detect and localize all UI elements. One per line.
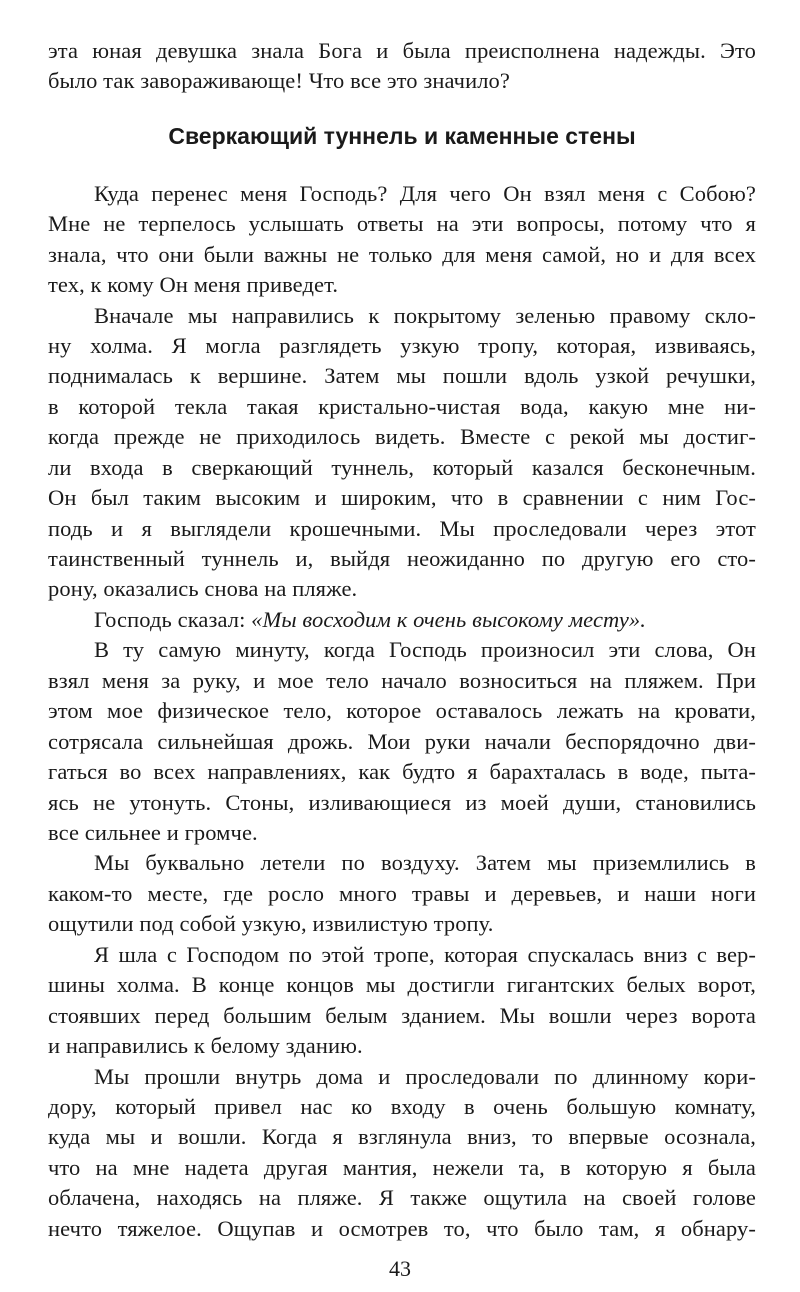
text-line [94,605,756,635]
text-line: в которой текла такая кристально-чистая вода, какую мне ни- [48,394,756,419]
text-line: ли входа в сверкающий туннель, который казался бесконечным. [48,455,756,480]
text-line: ощутили под собой узкую, извилистую тропу. [48,911,494,936]
text-line: сотрясала сильнейшая дрожь. Мои руки начали беспорядочно дви- [48,729,756,754]
quotation: «Мы восходим к очень высокому месту». [251,607,646,632]
text-line: ну холма. Я могла разглядеть узкую тропу, которая, извиваясь, [48,333,756,358]
text-line: нечто тяжелое. Ощупав и осмотрев то, что было там, я обнару- [48,1216,756,1241]
text-line: Он был таким высоким и широким, что в сравнении с ним Гос- [48,485,756,510]
text-line: Я шла с Господом по этой тропе, которая спускалась вниз с вер- [94,942,756,967]
text-line: Мы прошли внутрь дома и проследовали по длинному кори- [94,1064,756,1089]
text-line: куда мы и вошли. Когда я взглянула вниз, то впервые осознала, [48,1124,756,1149]
text-line: было так завораживающе! Что все это значило? [48,68,510,93]
text-line: Куда перенес меня Господь? Для чего Он взял меня с Собою? [94,181,756,206]
text-line: Мне не терпелось услышать ответы на эти вопросы, потому что я [48,211,756,236]
text-line: В ту самую минуту, когда Господь произносил эти слова, Он [94,637,756,662]
text-line: знала, что они были важны не только для меня самой, но и для всех [48,242,756,267]
text-line: тех, к кому Он меня приведет. [48,272,339,297]
section-heading: Сверкающий туннель и каменные стены [168,123,636,149]
text-line: дору, который привел нас ко входу в очень большую комнату, [48,1094,756,1119]
text-line: этом мое физическое тело, которое оставалось лежать на кровати, [48,698,756,723]
text-line: стоявших перед большим белым зданием. Мы вошли через ворота [48,1003,756,1028]
speaker-intro: Господь сказал: [94,607,246,632]
text-line: и направились к белому зданию. [48,1033,363,1058]
text-line: каком-то месте, где росло много травы и деревьев, и наши ноги [48,881,756,906]
text-line: рону, оказались снова на пляже. [48,576,358,601]
text-line: гаться во всех направлениях, как будто я барахталась в воде, пыта- [48,759,756,784]
text-line: Вначале мы направились к покрытому зеленью правому скло- [94,303,756,328]
text-line: облачена, находясь на пляже. Я также ощутила на своей голове [48,1185,756,1210]
text-line: взял меня за руку, и мое тело начало возноситься на пляжем. При [48,668,756,693]
text-line: когда прежде не приходилось видеть. Вместе с рекой мы достиг- [48,424,756,449]
page-number: 43 [389,1256,411,1281]
text-line: Мы буквально летели по воздуху. Затем мы приземлились в [94,850,756,875]
text-line: все сильнее и громче. [48,820,258,845]
text-line: шины холма. В конце концов мы достигли гигантских белых ворот, [48,972,756,997]
text-line: поднималась к вершине. Затем мы пошли вдоль узкой речушки, [48,363,756,388]
text-line: что на мне надета другая мантия, нежели та, в которую я была [48,1155,756,1180]
text-line: ясь не утонуть. Стоны, изливающиеся из моей души, становились [48,790,756,815]
text-line: таинственный туннель и, выйдя неожиданно по другую его сто- [48,546,756,571]
text-line: подь и я выглядели крошечными. Мы проследовали через этот [48,516,756,541]
text-line: эта юная девушка знала Бога и была преисполнена надежды. Это [48,38,756,63]
